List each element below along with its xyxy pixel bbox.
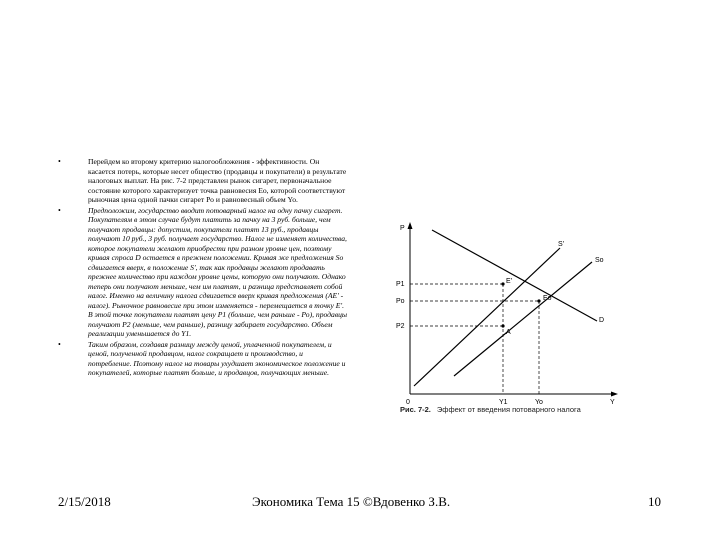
y0-label: Yo: [535, 399, 543, 406]
bullet-dot: •: [58, 339, 61, 349]
bullet-item-1: [58, 157, 348, 205]
footer-page-number: 10: [648, 494, 661, 509]
x-axis-arrow: [611, 392, 618, 397]
s0-label: So: [595, 257, 604, 264]
supply-curve-original: [454, 262, 592, 376]
y-axis-arrow: [408, 222, 413, 229]
footer-title: Экономика Тема 15 ©Вдовенко З.В.: [252, 494, 451, 509]
p2-label: P2: [396, 323, 405, 330]
tax-effect-diagram: [392, 218, 622, 418]
y-axis-label: P: [400, 225, 405, 232]
e0-label: Eo: [543, 295, 552, 302]
point-e0: [537, 299, 540, 302]
bullet-list: [58, 157, 348, 378]
p1-label: P1: [396, 281, 405, 288]
supply-curve-shifted: [414, 248, 560, 386]
demand-label: D: [599, 317, 605, 324]
figure-number: Рис. 7-2.: [400, 405, 431, 414]
p0-label: Po: [396, 298, 405, 305]
bullet-dot: •: [58, 157, 61, 166]
point-e-prime: [501, 282, 504, 285]
point-a: [501, 324, 504, 327]
bullet-text: Предположим, государство вводит потоварный налог на одну пачку сигарет. Покупателям в этом случае будут платить за пачку на 3 руб. больше, чем получают продавцы: допустим, покупатели платят 13 руб., продавцы получают 10 руб., 3 руб. получает государство. Налог не изменяет количества, которое покупатели желают приобрести при разном уровне цен, поэтому кривая спроса D остается в прежнем положении. Кривая же предложения So сдвигается вверх, в положение S', так как продавцы желают продавать прежнее количество при каждом уровне цены, которую они получают. Однако теперь они получают меньше, чем им платят, и разница представляет собой налог. Именно на величину налога сдвигается вверх кривая предложения (AE' - налог). Рыночное равновесие при этом изменяется - перемещается в точку E'. В этой точке покупатели платят цену Р1 (больше, чем раньше - Ро), продавцы получают Р2 (меньше, чем раньше), разницу забирает государство. Объем реализации уменьшается до Y1.: [88, 205, 348, 338]
bullet-text: Перейдем ко второму критерию налогообложения - эффективности. Он касается потерь, которые несет общество (продавцы и покупатели) в результате налоговых выплат. На рис. 7-2 представлен рынок сигарет, первоначальное состояние которого характеризует точка равновесия Eo, которой соответствуют рыночная цена одной пачки сигарет Ро и равновесный объем Yo.: [88, 157, 347, 204]
bullet-item-2: [58, 206, 348, 339]
footer-date: 2/15/2018: [58, 494, 111, 509]
demand-curve: [432, 230, 597, 321]
figure-caption-text: Эффект от введения потоварного налога: [436, 405, 581, 414]
y1-label: Y1: [499, 399, 508, 406]
x-axis-label: Y: [610, 399, 615, 406]
a-label: A: [506, 329, 511, 336]
bullet-dot: •: [58, 205, 61, 215]
bullet-text: Таким образом, создавая разницу между ценой, уплаченной покупателем, и ценой, полученной продавцом, налог сокращает и производство, и потребление. Поэтому налог на товары ухудшает экономическое положение и покупателей, которые платят больше, и продавцов, получающих меньше.: [88, 339, 346, 377]
s-prime-label: S': [558, 241, 565, 248]
origin-label: 0: [406, 399, 410, 406]
bullet-item-3: [58, 340, 348, 378]
e-prime-label: E': [506, 278, 513, 285]
figure-caption: [400, 405, 630, 414]
